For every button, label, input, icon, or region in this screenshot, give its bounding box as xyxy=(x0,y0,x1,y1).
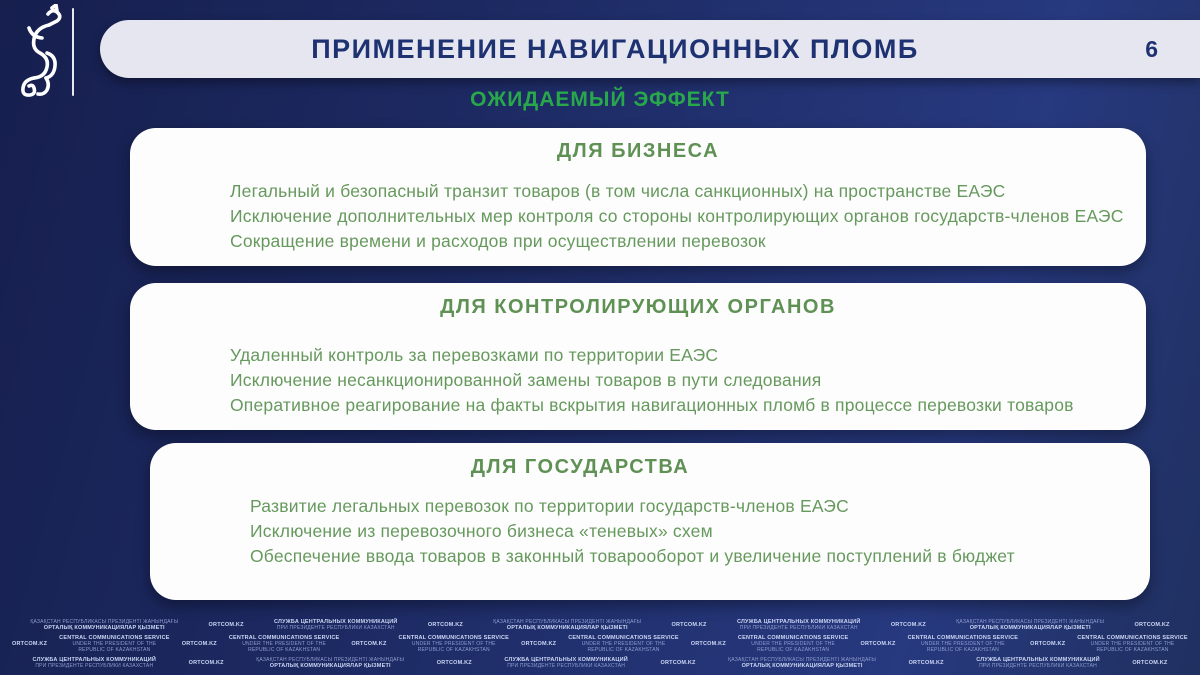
watermark-block-ort: ORTCOM.KZ xyxy=(188,660,224,666)
watermark-block-ort: ORTCOM.KZ xyxy=(660,660,696,666)
watermark-block-ru: СЛУЖБА ЦЕНТРАЛЬНЫХ КОММУНИКАЦИЙ ПРИ ПРЕЗИДЕНТЕ РЕСПУБЛИКИ КАЗАХСТАН xyxy=(273,619,398,631)
watermark-block-ort: ORTCOM.KZ xyxy=(12,641,48,647)
card-for-business xyxy=(130,128,1146,266)
logo-separator-line xyxy=(72,8,74,96)
card-heading: ДЛЯ КОНТРОЛИРУЮЩИХ ОРГАНОВ xyxy=(440,296,836,318)
watermark-block-kz: ҚАЗАҚСТАН РЕСПУБЛИКАСЫ ПРЕЗИДЕНТІ ЖАНЫНДАҒЫ ОРТАЛЫҚ КОММУНИКАЦИЯЛАР ҚЫЗМЕТІ xyxy=(493,619,642,631)
watermark-block-ort: ORTCOM.KZ xyxy=(1132,660,1168,666)
watermark-block-en: CENTRAL COMMUNICATIONS SERVICE UNDER THE PRESIDENT OF THE REPUBLIC OF KAZAKHSTAN xyxy=(907,635,1019,653)
watermark-block-ort: ORTCOM.KZ xyxy=(860,641,896,647)
card-text-line: Оперативное реагирование на факты вскрытия навигационных пломб в процессе перевозки товаров xyxy=(230,395,1074,415)
header-bar xyxy=(100,20,1200,78)
card-text-line: Развитие легальных перевозок по территории государств-членов ЕАЭС xyxy=(250,496,849,516)
watermark-block-kz: ҚАЗАҚСТАН РЕСПУБЛИКАСЫ ПРЕЗИДЕНТІ ЖАНЫНДАҒЫ ОРТАЛЫҚ КОММУНИКАЦИЯЛАР ҚЫЗМЕТІ xyxy=(30,619,179,631)
card-text-line: Сокращение времени и расходов при осуществлении перевозок xyxy=(230,231,766,251)
watermark-block-ort: ORTCOM.KZ xyxy=(1030,641,1066,647)
card-text-line: Исключение несанкционированной замены товаров в пути следования xyxy=(230,370,822,390)
watermark-block-en: CENTRAL COMMUNICATIONS SERVICE UNDER THE PRESIDENT OF THE REPUBLIC OF KAZAKHSTAN xyxy=(737,635,849,653)
watermark-footer xyxy=(0,611,1200,675)
card-text-line: Легальный и безопасный транзит товаров (в том числа санкционных) на пространстве ЕАЭС xyxy=(230,181,1006,201)
watermark-block-en: CENTRAL COMMUNICATIONS SERVICE UNDER THE PRESIDENT OF THE REPUBLIC OF KAZAKHSTAN xyxy=(228,635,340,653)
watermark-block-en: CENTRAL COMMUNICATIONS SERVICE UNDER THE PRESIDENT OF THE REPUBLIC OF KAZAKHSTAN xyxy=(1077,635,1188,653)
watermark-block-en: CENTRAL COMMUNICATIONS SERVICE UNDER THE PRESIDENT OF THE REPUBLIC OF KAZAKHSTAN xyxy=(59,635,170,653)
watermark-block-ru: СЛУЖБА ЦЕНТРАЛЬНЫХ КОММУНИКАЦИЙ ПРИ ПРЕЗИДЕНТЕ РЕСПУБЛИКИ КАЗАХСТАН xyxy=(736,619,861,631)
watermark-block-ort: ORTCOM.KZ xyxy=(1134,622,1170,628)
watermark-block-kz: ҚАЗАҚСТАН РЕСПУБЛИКАСЫ ПРЕЗИДЕНТІ ЖАНЫНДАҒЫ ОРТАЛЫҚ КОММУНИКАЦИЯЛАР ҚЫЗМЕТІ xyxy=(256,657,405,669)
card-text-line: Обеспечение ввода товаров в законный товарооборот и увеличение поступлений в бюджет xyxy=(250,546,1015,566)
watermark-row xyxy=(0,616,1200,634)
watermark-block-ort: ORTCOM.KZ xyxy=(351,641,387,647)
watermark-block-ru: СЛУЖБА ЦЕНТРАЛЬНЫХ КОММУНИКАЦИЙ ПРИ ПРЕЗИДЕНТЕ РЕСПУБЛИКИ КАЗАХСТАН xyxy=(32,657,157,669)
card-heading: ДЛЯ БИЗНЕСА xyxy=(556,140,720,162)
page-title: ПРИМЕНЕНИЕ НАВИГАЦИОННЫХ ПЛОМБ xyxy=(311,33,919,64)
watermark-block-ort: ORTCOM.KZ xyxy=(890,622,926,628)
watermark-block-ort: ORTCOM.KZ xyxy=(908,660,944,666)
card-for-state xyxy=(150,443,1150,600)
watermark-block-ort: ORTCOM.KZ xyxy=(208,622,244,628)
watermark-block-ru: СЛУЖБА ЦЕНТРАЛЬНЫХ КОММУНИКАЦИЙ ПРИ ПРЕЗИДЕНТЕ РЕСПУБЛИКИ КАЗАХСТАН xyxy=(976,657,1100,669)
page-number: 6 xyxy=(1145,35,1158,62)
watermark-row xyxy=(0,635,1200,653)
watermark-block-en: CENTRAL COMMUNICATIONS SERVICE UNDER THE PRESIDENT OF THE REPUBLIC OF KAZAKHSTAN xyxy=(398,635,510,653)
card-text-line: Исключение из перевозочного бизнеса «теневых» схем xyxy=(250,521,713,541)
card-text-line: Исключение дополнительных мер контроля со стороны контролирующих органов государств-членов ЕАЭС xyxy=(230,206,1124,226)
watermark-block-ort: ORTCOM.KZ xyxy=(436,660,472,666)
watermark-block-kz: ҚАЗАҚСТАН РЕСПУБЛИКАСЫ ПРЕЗИДЕНТІ ЖАНЫНДАҒЫ ОРТАЛЫҚ КОММУНИКАЦИЯЛАР ҚЫЗМЕТІ xyxy=(956,619,1105,631)
card-text-line: Удаленный контроль за перевозками по территории ЕАЭС xyxy=(230,345,719,365)
watermark-block-en: CENTRAL COMMUNICATIONS SERVICE UNDER THE PRESIDENT OF THE REPUBLIC OF KAZAKHSTAN xyxy=(568,635,679,653)
slide-subtitle: ОЖИДАЕМЫЙ ЭФФЕКТ xyxy=(470,88,730,111)
watermark-block-ort: ORTCOM.KZ xyxy=(690,641,726,647)
watermark-block-ort: ORTCOM.KZ xyxy=(671,622,707,628)
watermark-block-ort: ORTCOM.KZ xyxy=(427,622,463,628)
watermark-block-ort: ORTCOM.KZ xyxy=(181,641,217,647)
card-heading: ДЛЯ ГОСУДАРСТВА xyxy=(470,456,690,478)
card-for-controlling-authorities xyxy=(130,283,1146,430)
watermark-row xyxy=(0,654,1200,672)
watermark-block-kz: ҚАЗАҚСТАН РЕСПУБЛИКАСЫ ПРЕЗИДЕНТІ ЖАНЫНДАҒЫ ОРТАЛЫҚ КОММУНИКАЦИЯЛАР ҚЫЗМЕТІ xyxy=(728,657,877,669)
snow-leopard-logo-icon xyxy=(8,4,70,98)
watermark-block-ru: СЛУЖБА ЦЕНТРАЛЬНЫХ КОММУНИКАЦИЙ ПРИ ПРЕЗИДЕНТЕ РЕСПУБЛИКИ КАЗАХСТАН xyxy=(504,657,628,669)
watermark-block-ort: ORTCOM.KZ xyxy=(521,641,557,647)
